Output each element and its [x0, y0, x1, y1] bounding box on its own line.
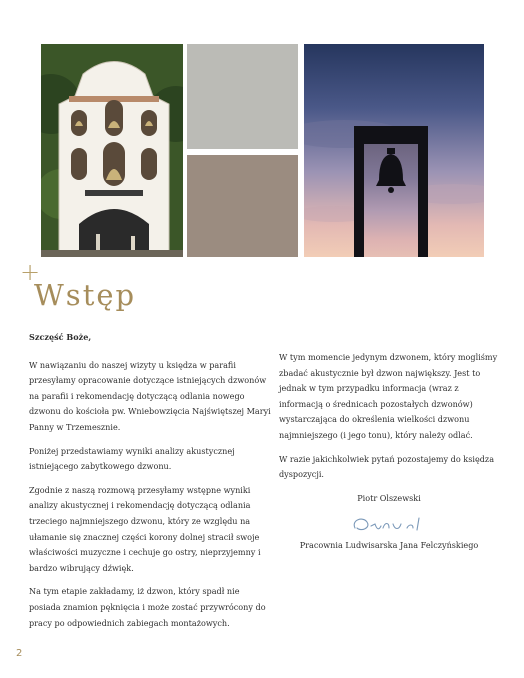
paragraph: Zgodnie z naszą rozmową przesyłamy wstępne wyniki analizy akustycznej i rekomendację dotyczącą odlania trzeciego najmniejszego dzwonu, który ze względu na ułamanie się znacznej części korony dolnej stracił swoje właściwości muzyczne i cechuje go ostry, nieprzyjemny i bardzo wibrujący dźwięk.	[29, 484, 261, 573]
bell-tower-illustration	[41, 44, 183, 257]
paragraph: Na tym etapie zakładamy, iż dzwon, który spadł nie posiada znamion pęknięcia i może zostać przywrócony do pracy po odpowiednich zabiegach montażowych.	[29, 586, 266, 628]
decorative-plus-icon: +	[20, 258, 41, 286]
left-column	[29, 330, 272, 639]
organization-name: Pracownia Ludwisarska Jana Felczyńskiego	[299, 540, 479, 551]
page-heading: Wstęp	[34, 278, 137, 312]
page-number: 2	[16, 648, 23, 659]
greeting: Szczęść Boże,	[29, 332, 92, 342]
signatory-name: Piotr Olszewski	[357, 492, 421, 503]
paragraph: Poniżej przedstawiamy wyniki analizy akustycznej istniejącego zabytkowego dzwonu.	[29, 445, 235, 472]
bell-silhouette-photo	[304, 44, 484, 257]
bell-tower-photo	[41, 44, 183, 257]
gray-color-tile	[187, 44, 298, 149]
paragraph: W nawiązaniu do naszej wizyty u księdza w parafii przesyłamy opracowanie dotyczące istniejących dzwonów na parafii i rekomendację dotyczącą odlania nowego dzwonu do kościoła pw. Wniebowzięcia Najświętszej Maryi Panny w Trzemesznie.	[29, 359, 271, 432]
paragraph: W tym momencie jedynym dzwonem, który mogliśmy zbadać akustycznie był dzwon największy. Jest to jednak w tym przypadku informacja (wraz z informacją o średnicach pozostałych dzwonów) wystarczająca do określenia wielkości dzwonu najmniejszego (i jego tonu), który należy odlać.	[279, 352, 498, 440]
taupe-color-tile	[187, 155, 298, 257]
bell-frame-illustration	[304, 44, 484, 257]
handwritten-signature	[349, 514, 429, 536]
right-column	[279, 350, 499, 562]
paragraph: W razie jakichkolwiek pytań pozostajemy do księdza dyspozycji.	[279, 453, 495, 480]
